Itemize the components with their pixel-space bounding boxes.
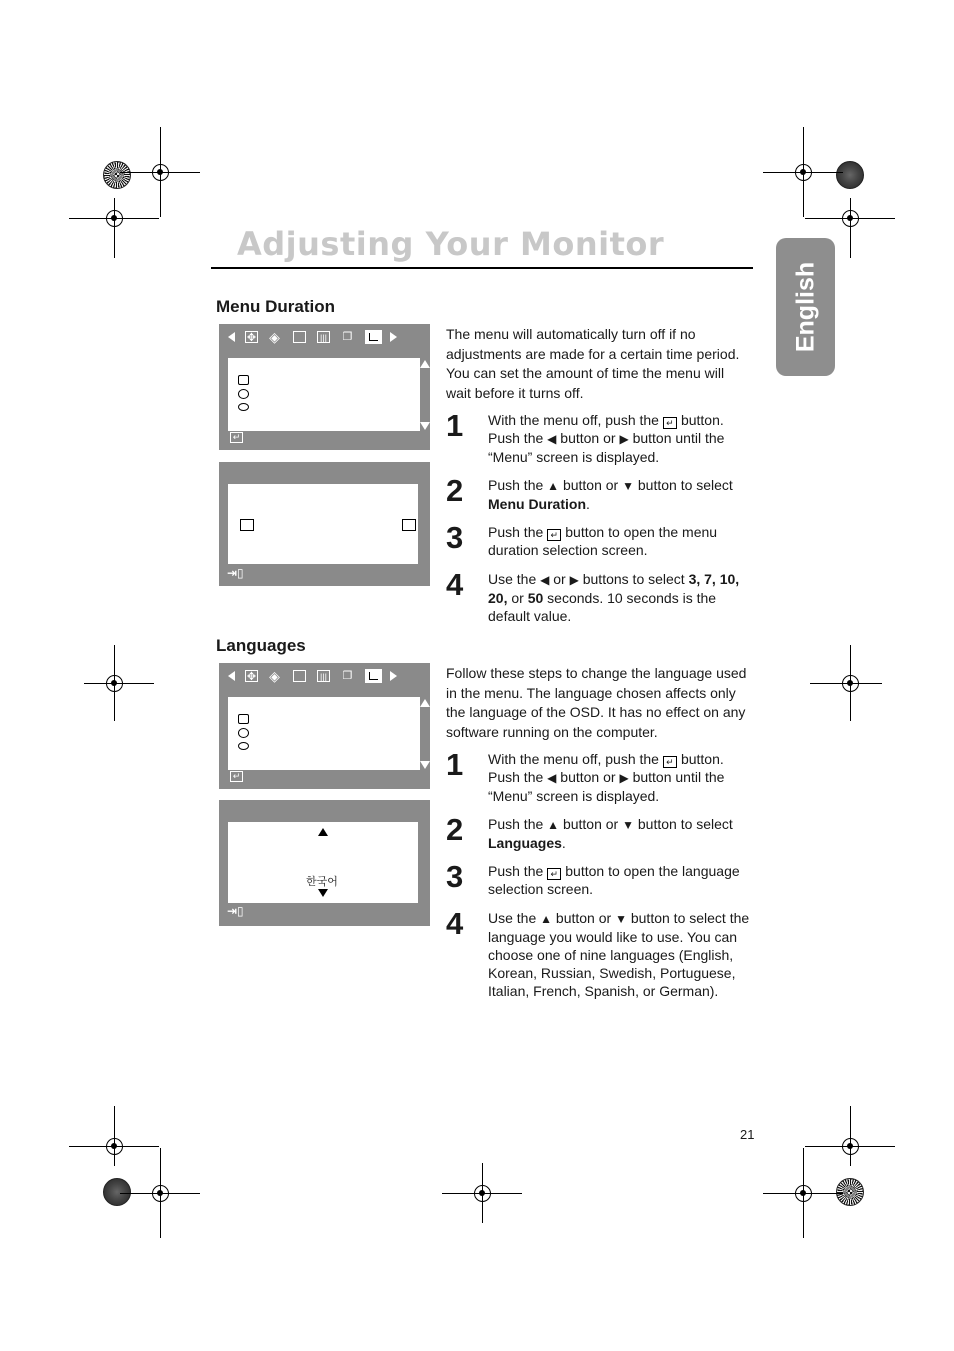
down-button-icon: ▼ bbox=[615, 912, 627, 926]
scroll-down-icon bbox=[420, 761, 430, 769]
step-text: button to select bbox=[637, 816, 733, 832]
step-text: button until the “Menu” screen is displayed. bbox=[488, 769, 725, 804]
menu-duration-step-3 bbox=[488, 523, 753, 559]
registration-disc-icon bbox=[103, 1178, 131, 1206]
osd-duration-selection-screen bbox=[219, 462, 430, 586]
menu-duration-clock-icon bbox=[238, 728, 249, 738]
step-text: button. Push the bbox=[488, 751, 724, 785]
down-arrow-icon bbox=[318, 889, 328, 897]
step-text: button to open the language selection screen. bbox=[488, 863, 740, 897]
side-tab-label: English bbox=[791, 261, 819, 353]
enter-button-icon: ↵ bbox=[547, 529, 561, 541]
scroll-up-icon bbox=[420, 699, 430, 707]
language-side-tab bbox=[776, 238, 835, 376]
step-text: or bbox=[553, 571, 566, 587]
down-button-icon: ▼ bbox=[622, 479, 634, 493]
osd-menu-list bbox=[228, 697, 420, 770]
exit-icon: ⇥▯ bbox=[227, 904, 244, 918]
step-text: Push the bbox=[488, 816, 544, 832]
step-text: or bbox=[511, 590, 524, 606]
exit-icon: ⇥▯ bbox=[227, 566, 244, 580]
menu-duration-clock-icon bbox=[238, 389, 249, 399]
left-arrow-icon bbox=[228, 671, 235, 681]
language-list-area bbox=[228, 822, 418, 903]
up-button-icon: ▲ bbox=[547, 818, 560, 832]
osd-icon-bar bbox=[219, 663, 430, 688]
step-number: 1 bbox=[446, 747, 464, 782]
right-arrow-icon bbox=[390, 671, 397, 681]
color-icon: ||| bbox=[317, 670, 330, 682]
language-icon bbox=[238, 742, 249, 750]
step-number: 3 bbox=[446, 520, 464, 555]
size-icon bbox=[293, 331, 306, 343]
recall-icon: ❐ bbox=[342, 670, 353, 682]
step-number: 1 bbox=[446, 408, 464, 443]
step-text: button. Push the bbox=[488, 412, 724, 446]
color-icon: ||| bbox=[317, 331, 330, 343]
right-arrow-icon bbox=[402, 519, 416, 531]
step-text: seconds. 10 seconds is the default value. bbox=[488, 590, 717, 624]
osd-language-selection-screen bbox=[219, 800, 430, 926]
step-text: With the menu off, push the bbox=[488, 751, 659, 767]
korean-language-option: 한국어 bbox=[306, 875, 338, 888]
section-heading-menu-duration: Menu Duration bbox=[216, 297, 335, 316]
step-text: Push the bbox=[488, 863, 544, 879]
geometry-icon: ◈ bbox=[269, 329, 280, 345]
left-button-icon: ◀ bbox=[547, 432, 557, 446]
languages-intro: Follow these steps to change the language used in the menu. The language chosen affects only the language of the OSD. It has no effect on any software running on the computer. bbox=[446, 665, 747, 740]
step-number: 4 bbox=[446, 906, 464, 941]
left-arrow-icon bbox=[228, 332, 235, 342]
step-text: . bbox=[561, 835, 566, 851]
step-number: 3 bbox=[446, 859, 464, 894]
position-icon: ✥ bbox=[246, 332, 257, 344]
languages-step-1 bbox=[488, 750, 753, 805]
scroll-up-icon bbox=[420, 360, 430, 368]
osd-main-menu-screen bbox=[219, 324, 430, 450]
menu-settings-icon bbox=[365, 669, 382, 683]
osd-menu-list bbox=[228, 358, 420, 431]
osd-main-menu-screen bbox=[219, 663, 430, 789]
step-text: button or bbox=[560, 769, 616, 785]
menu-duration-step-2 bbox=[488, 476, 753, 513]
step-text: button to open the menu duration selection screen. bbox=[488, 524, 718, 558]
title-rule bbox=[211, 267, 753, 269]
step-text: button until the “Menu” screen is displayed. bbox=[488, 430, 725, 465]
enter-button-icon: ↵ bbox=[663, 756, 677, 768]
right-button-icon: ▶ bbox=[619, 771, 629, 785]
menu-duration-intro: The menu will automatically turn off if no adjustments are made for a certain time period. You can set the amount of time the menu will wait before it turns off. bbox=[446, 326, 740, 401]
up-button-icon: ▲ bbox=[547, 479, 560, 493]
step-text: Use the bbox=[488, 571, 537, 587]
up-arrow-icon bbox=[318, 828, 328, 836]
registration-disc-icon bbox=[836, 1178, 864, 1206]
menu-position-icon bbox=[238, 714, 249, 724]
step-text: button or bbox=[562, 816, 619, 832]
languages-step-2 bbox=[488, 815, 753, 852]
step-number: 2 bbox=[446, 812, 464, 847]
menu-settings-icon bbox=[365, 330, 382, 344]
step-bold-text: 3, 7, 10, 20, bbox=[488, 571, 740, 606]
right-arrow-icon bbox=[390, 332, 397, 342]
step-text: Push the bbox=[488, 524, 544, 540]
left-button-icon: ◀ bbox=[540, 573, 550, 587]
step-text: Push the bbox=[488, 477, 544, 493]
enter-button-icon: ↵ bbox=[663, 417, 677, 429]
geometry-icon: ◈ bbox=[269, 668, 280, 684]
left-arrow-icon bbox=[240, 519, 254, 531]
down-button-icon: ▼ bbox=[622, 818, 634, 832]
step-text: button or bbox=[555, 910, 612, 926]
languages-step-4 bbox=[488, 909, 753, 1000]
step-bold-text: Menu Duration bbox=[488, 496, 586, 512]
page-number: 21 bbox=[740, 1127, 755, 1142]
right-button-icon: ▶ bbox=[619, 432, 629, 446]
menu-duration-step-4 bbox=[488, 570, 753, 625]
step-number: 4 bbox=[446, 567, 464, 602]
registration-disc-icon bbox=[103, 161, 131, 189]
step-text: button to select the language you would like to use. You can choose one of nine languages (English, Korean, Russian, Swedish, Portuguese, Italian, French, Spanish, or German). bbox=[488, 910, 750, 999]
page-title: Adjusting Your Monitor bbox=[237, 225, 665, 263]
step-bold-text: Languages bbox=[488, 835, 562, 851]
step-text: With the menu off, push the bbox=[488, 412, 659, 428]
registration-disc-icon bbox=[836, 161, 864, 189]
position-icon: ✥ bbox=[246, 671, 257, 683]
enter-icon: ↵ bbox=[230, 432, 243, 443]
size-icon bbox=[293, 670, 306, 682]
language-icon bbox=[238, 403, 249, 411]
recall-icon: ❐ bbox=[342, 331, 353, 343]
step-bold-text: 50 bbox=[527, 590, 544, 606]
step-text: Use the bbox=[488, 910, 537, 926]
section-heading-languages: Languages bbox=[216, 636, 306, 655]
step-text: buttons to select bbox=[582, 571, 685, 587]
step-text: button to select bbox=[637, 477, 733, 493]
osd-icon-bar bbox=[219, 324, 430, 349]
left-button-icon: ◀ bbox=[547, 771, 557, 785]
up-button-icon: ▲ bbox=[540, 912, 553, 926]
step-text: button or bbox=[560, 430, 616, 446]
step-text: button or bbox=[562, 477, 619, 493]
right-button-icon: ▶ bbox=[569, 573, 579, 587]
duration-value-area bbox=[228, 484, 418, 564]
languages-step-3 bbox=[488, 862, 753, 898]
menu-position-icon bbox=[238, 375, 249, 385]
step-text: . bbox=[586, 496, 590, 512]
scroll-down-icon bbox=[420, 422, 430, 430]
step-number: 2 bbox=[446, 473, 464, 508]
menu-duration-step-1 bbox=[488, 411, 753, 466]
enter-button-icon: ↵ bbox=[547, 868, 561, 880]
enter-icon: ↵ bbox=[230, 771, 243, 782]
